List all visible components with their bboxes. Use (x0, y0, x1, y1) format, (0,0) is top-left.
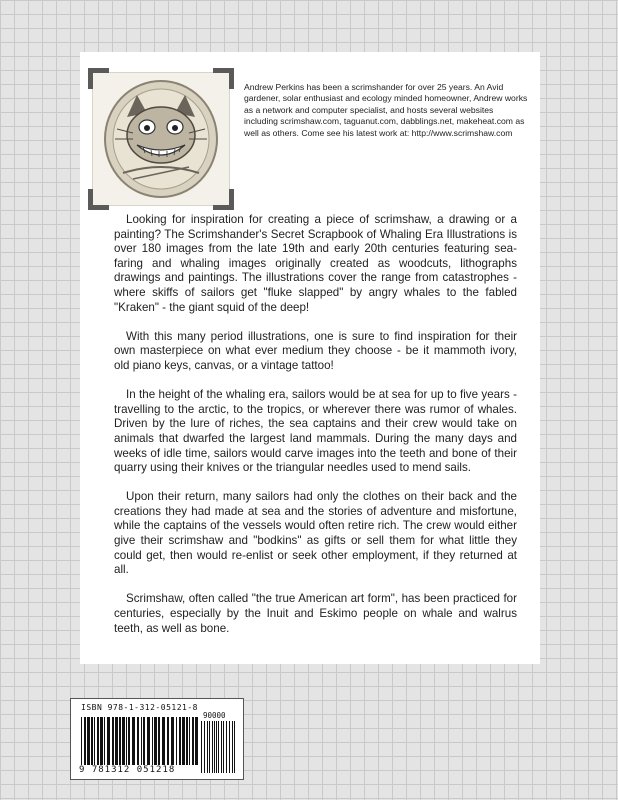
barcode-bar (91, 717, 93, 765)
description-paragraph: Scrimshaw, often called "the true American art form", has been practiced for centuries, especially by the Inuit and Eskimo people on whale and walrus teeth, as well as bone. (114, 592, 517, 635)
barcode-bar (179, 717, 181, 765)
barcode-bar (204, 721, 205, 773)
ean-barcode-bars (81, 717, 199, 765)
barcode-bar (126, 717, 127, 765)
barcode-addon-number: 90000 (203, 711, 226, 720)
photo-corner-mount (213, 68, 234, 89)
photo-corner-mount (88, 68, 109, 89)
description-paragraph: With this many period illustrations, one is sure to find inspiration for their own masterpiece on what ever medium they choose - be it mammoth ivory, old piano keys, canvas, or a vintage tattoo! (114, 329, 517, 372)
description-paragraph: Looking for inspiration for creating a piece of scrimshaw, a drawing or a painting? The Scrimshander's Secret Scrapbook of Whaling Era Illustrations is over 180 images from the late 19th and early 20th centuries featuring sea-faring and whaling images originally created as woodcuts, lithographs drawings and paintings. The illustrations cover the range from catastrophes - where skiffs of sailors get "fluke slapped" by angry whales to the fabled "Kraken" - the giant squid of the deep! (114, 213, 517, 314)
barcode-bar (132, 717, 135, 765)
addon-barcode-bars (201, 721, 237, 773)
barcode-bar (232, 721, 233, 773)
barcode-bar (214, 721, 215, 773)
barcode-bar (216, 721, 217, 773)
author-photo (92, 72, 230, 206)
author-bio: Andrew Perkins has been a scrimshander for over 25 years. An Avid gardener, solar enthusiast and ecology minded homeowner, Andrew works as a network and computer specialist, and hosts several websites including scrimshaw.com, taguanut.com, dabblings.net, makeheat.com as well as others. Come see his latest work at: http://www.scrimshaw.com (244, 82, 528, 138)
barcode-bar (176, 717, 177, 765)
barcode-bar (128, 717, 130, 765)
barcode-bar (189, 717, 190, 765)
barcode-bar (207, 721, 208, 773)
description-paragraph: In the height of the whaling era, sailors would be at sea for up to five years - travelling to the arctic, to the tropics, or wherever there was rumor of whales. Driven by the lure of riches, the sea captains and their crew would take on animals that dwarfed the largest land mammals. During the many days and weeks of idle time, sailors would carve images into the teeth and bone of their quarry using their knives or the triangular needles used to mend sails. (114, 388, 517, 475)
barcode-bar (152, 717, 153, 765)
barcode-bar (104, 717, 105, 765)
isbn-label: ISBN 978-1-312-05121-8 (81, 703, 198, 712)
barcode-bar (195, 717, 198, 765)
barcode-bar (186, 717, 188, 765)
barcode-bar (147, 717, 150, 765)
barcode-bar (223, 721, 224, 773)
barcode-bar (158, 717, 160, 765)
barcode-bar (137, 717, 139, 765)
barcode-bar (212, 721, 213, 773)
barcode-number: 9 781312 051218 (79, 765, 176, 775)
barcode-bar (100, 717, 103, 765)
barcode-bar (119, 717, 121, 765)
barcode-bar (226, 721, 227, 773)
barcode-bar (182, 717, 185, 765)
barcode-bar (94, 717, 95, 765)
barcode-bar (81, 717, 82, 765)
barcode-bar (229, 721, 230, 773)
barcode-bar (167, 717, 169, 765)
barcode-bar (84, 717, 86, 765)
barcode-bar (143, 717, 145, 765)
barcode-bar (234, 721, 235, 773)
photo-corner-mount (213, 189, 234, 210)
barcode-bar (107, 717, 110, 765)
barcode-bar (192, 717, 194, 765)
barcode-bar (201, 721, 202, 773)
barcode-bar (154, 717, 157, 765)
description-paragraph: Upon their return, many sailors had only the clothes on their back and the creations they had made at sea and the stories of adventure and misfortune, while the captains of the vessels would often retire rich. The crew would either give their scrimshaw and "bodkins" as gifts or sell them for what little they could get, then would re-enlist or seek other employment, if they returned at all. (114, 490, 517, 577)
photo-corner-mount (88, 189, 109, 210)
barcode-bar (115, 717, 118, 765)
description-body (114, 213, 517, 651)
barcode-bar (97, 717, 99, 765)
barcode-bar (162, 717, 165, 765)
barcode-bar (87, 717, 90, 765)
scrimshaw-medallion-image (93, 73, 229, 205)
barcode-bar (218, 721, 219, 773)
barcode-bar (171, 717, 174, 765)
barcode-bar (141, 717, 142, 765)
barcode-bar (122, 717, 125, 765)
isbn-barcode (70, 698, 244, 780)
barcode-bar (221, 721, 222, 773)
barcode-bar (112, 717, 114, 765)
barcode-bar (209, 721, 210, 773)
